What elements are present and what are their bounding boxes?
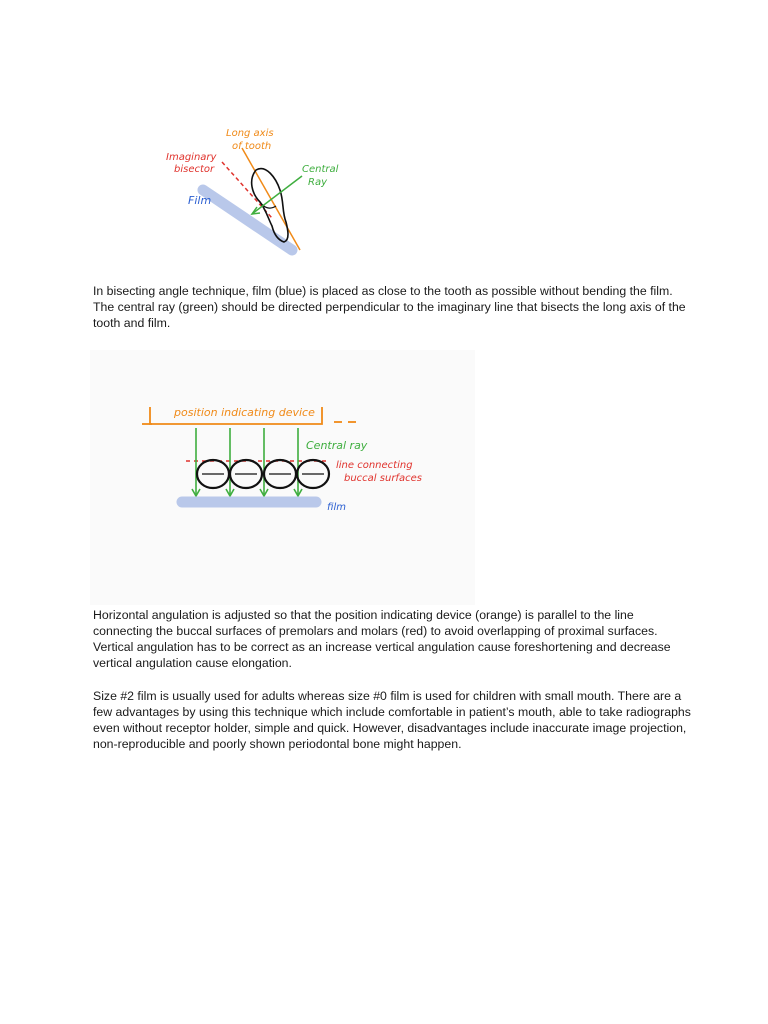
film-label: film — [327, 502, 346, 513]
paragraph-bisecting-technique: In bisecting angle technique, film (blue) is placed as close to the tooth as possible without bending the film. The central ray (green) should be directed perpendicular to the imaginary line that bisects the long axis of the tooth and film. — [93, 284, 686, 330]
long-axis-label-2: of tooth — [232, 141, 272, 152]
line-connecting-label-2: buccal surfaces — [344, 473, 422, 484]
long-axis-label-1: Long axis — [226, 128, 274, 139]
film-label: Film — [188, 194, 212, 207]
central-ray-label: Central ray — [306, 439, 368, 452]
bisector-label-1: Imaginary — [166, 152, 217, 163]
pid-label: position indicating device — [174, 406, 315, 419]
film-bar — [203, 190, 292, 250]
bisector-label-2: bisector — [174, 164, 215, 175]
bisecting-angle-diagram — [160, 118, 370, 268]
bisecting-angle-figure — [160, 118, 370, 268]
paragraph-film-size: Size #2 film is usually used for adults whereas size #0 film is used for children with small mouth. There are a few advantages by using this technique which include comfortable in patient’s mouth, able to take radiographs even without receptor holder, simple and quick. However, disadvantages include inaccurate image projection, non-reproducible and poorly shown periodontal bone might happen. — [93, 689, 691, 751]
horizontal-angulation-diagram — [90, 350, 475, 605]
paragraph-horizontal-angulation: Horizontal angulation is adjusted so that the position indicating device (orange) is parallel to the line connecting the buccal surfaces of premolars and molars (red) to avoid overlapping of proximal surfaces. Vertical angulation has to be correct as an increase vertical angulation cause foreshortening and decrease vertical angulation cause elongation. — [93, 608, 671, 670]
central-ray-label-2: Ray — [308, 177, 327, 188]
central-ray-label-1: Central — [302, 164, 339, 175]
horizontal-angulation-figure — [90, 350, 475, 605]
line-connecting-label-1: line connecting — [336, 460, 413, 471]
